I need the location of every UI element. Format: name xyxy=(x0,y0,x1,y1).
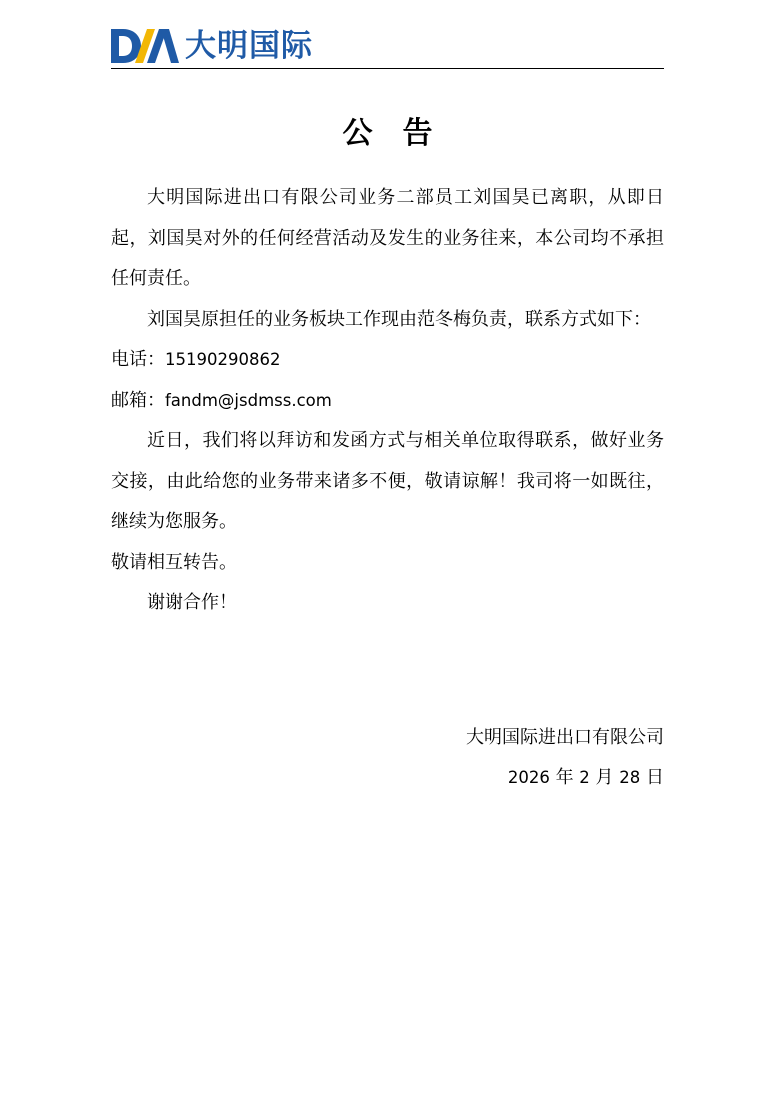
date-year-unit: 年 xyxy=(555,767,574,788)
date-year: 2026 xyxy=(507,768,550,787)
paragraph-forward: 敬请相互转告。 xyxy=(111,551,237,573)
phone-value: 15190290862 xyxy=(165,350,281,369)
email-line xyxy=(111,381,664,422)
paragraph-contact: 近日，我们将以拜访和发函方式与相关单位取得联系，做好业务交接，由此给您的业务带来诸多不便，敬请谅解！我司将一如既往，继续为您服务。 xyxy=(111,430,664,532)
paragraph-thanks: 谢谢合作！ xyxy=(147,592,237,613)
date-month: 2 xyxy=(579,768,590,787)
phone-label: 电话： xyxy=(111,349,165,370)
company-logo xyxy=(111,28,313,64)
logo-text: 大明国际 xyxy=(185,28,313,64)
date-month-unit: 月 xyxy=(595,767,614,788)
date-day: 28 xyxy=(619,768,641,787)
letterhead xyxy=(111,24,664,70)
notice-body xyxy=(111,178,664,624)
email-value: fandm@jsdmss.com xyxy=(165,390,332,410)
logo-mark-icon xyxy=(111,29,179,63)
email-label: 邮箱： xyxy=(111,389,165,411)
signature-company: 大明国际进出口有限公司 xyxy=(466,727,664,748)
phone-line xyxy=(111,340,664,381)
signature-date xyxy=(508,758,664,798)
date-day-unit: 日 xyxy=(646,767,664,788)
paragraph-resignation: 大明国际进出口有限公司业务二部员工刘国昊已离职，从即日起，刘国昊对外的任何经营活动及发生的业务往来，本公司均不承担任何责任。 xyxy=(111,187,664,289)
page-title: 公告 xyxy=(342,116,463,151)
paragraph-handover: 刘国昊原担任的业务板块工作现由范冬梅负责，联系方式如下： xyxy=(147,308,651,330)
header-divider xyxy=(111,68,664,69)
